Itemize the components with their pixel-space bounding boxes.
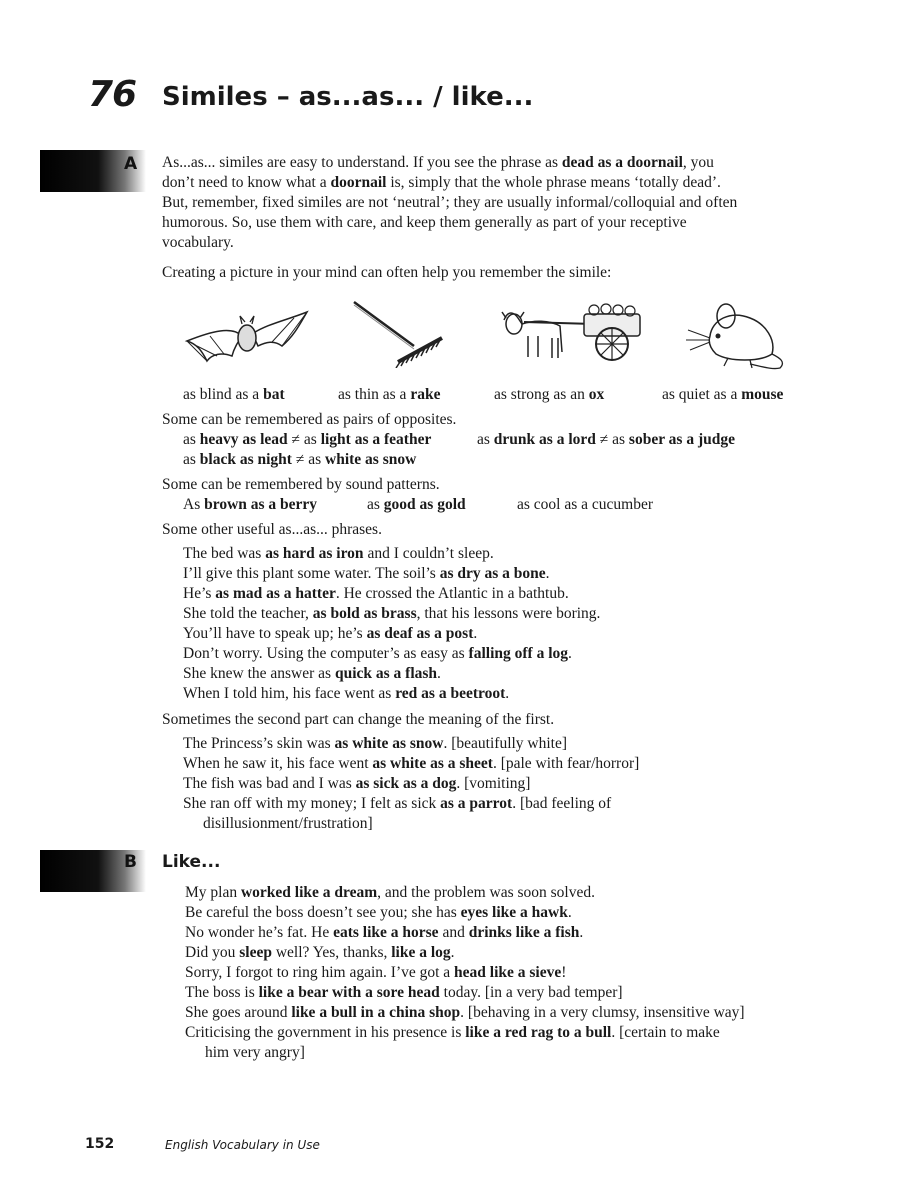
like-example: him very angry] bbox=[205, 1044, 305, 1061]
like-example: Criticising the government in his presence is like a red rag to a bull. [certain to make bbox=[185, 1024, 720, 1041]
intro-line: As...as... similes are easy to understand. If you see the phrase as dead as a doornail, you bbox=[162, 154, 714, 171]
sound-example: as cool as a cucumber bbox=[517, 496, 653, 513]
section-b-letter: B bbox=[124, 852, 137, 872]
caption-ox: as strong as an ox bbox=[494, 386, 605, 403]
sound-example: As brown as a berry bbox=[183, 496, 318, 513]
like-example: She goes around like a bull in a china shop. [behaving in a very clumsy, insensitive way] bbox=[185, 1004, 745, 1021]
meaning-examples bbox=[183, 734, 639, 834]
meaning-example: She ran off with my money; I felt as sick as a parrot. [bad feeling of bbox=[183, 795, 612, 812]
unit-title: Similes – as...as... / like... bbox=[162, 82, 534, 112]
meaning-example: When he saw it, his face went as white as a sheet. [pale with fear/horror] bbox=[183, 755, 640, 772]
meaning-example: The Princess’s skin was as white as snow. [beautifully white] bbox=[183, 735, 568, 752]
sound-example: as good as gold bbox=[367, 496, 466, 513]
ox-cart-icon bbox=[494, 302, 644, 368]
like-example: Be careful the boss doesn’t see you; she has eyes like a hawk. bbox=[185, 904, 572, 921]
caption-rake: as thin as a rake bbox=[338, 386, 441, 403]
other-phrase: He’s as mad as a hatter. He crossed the Atlantic in a bathtub. bbox=[183, 585, 569, 602]
other-phrase: She knew the answer as quick as a flash. bbox=[183, 665, 441, 682]
other-intro: Some other useful as...as... phrases. bbox=[162, 521, 382, 538]
rake-icon bbox=[350, 300, 450, 368]
unit-number: 76 bbox=[88, 74, 137, 115]
caption-bat: as blind as a bat bbox=[183, 386, 285, 403]
intro-line: don’t need to know what a doornail is, simply that the whole phrase means ‘totally dead’. bbox=[162, 174, 721, 191]
like-example: My plan worked like a dream, and the problem was soon solved. bbox=[185, 884, 595, 901]
intro-line: But, remember, fixed similes are not ‘neutral’; they are usually informal/colloquial and often bbox=[162, 194, 738, 211]
page-number: 152 bbox=[85, 1136, 115, 1152]
other-phrase: She told the teacher, as bold as brass, that his lessons were boring. bbox=[183, 605, 601, 622]
other-phrase: You’ll have to speak up; he’s as deaf as a post. bbox=[183, 625, 478, 642]
intro-line: vocabulary. bbox=[162, 234, 234, 251]
other-phrase: Don’t worry. Using the computer’s as easy as falling off a log. bbox=[183, 645, 572, 662]
other-phrase: I’ll give this plant some water. The soil’s as dry as a bone. bbox=[183, 565, 550, 582]
book-title: English Vocabulary in Use bbox=[165, 1138, 320, 1152]
section-a-letter: A bbox=[124, 154, 138, 174]
other-phrase: When I told him, his face went as red as a beetroot. bbox=[183, 685, 510, 702]
opposite-pair: as heavy as lead ≠ as light as a feather bbox=[183, 431, 432, 448]
opposites-intro: Some can be remembered as pairs of opposites. bbox=[162, 411, 457, 428]
other-phrase: The bed was as hard as iron and I couldn’t sleep. bbox=[183, 545, 494, 562]
intro-line: humorous. So, use them with care, and keep them generally as part of your receptive bbox=[162, 214, 687, 231]
section-b-heading: Like... bbox=[162, 852, 221, 872]
like-example: The boss is like a bear with a sore head today. [in a very bad temper] bbox=[185, 984, 623, 1001]
meaning-example: The fish was bad and I was as sick as a dog. [vomiting] bbox=[183, 775, 531, 792]
opposite-pair: as black as night ≠ as white as snow bbox=[183, 451, 417, 468]
like-examples bbox=[185, 883, 745, 1063]
sound-intro: Some can be remembered by sound patterns. bbox=[162, 476, 440, 493]
like-example: No wonder he’s fat. He eats like a horse and drinks like a fish. bbox=[185, 924, 584, 941]
like-example: Did you sleep well? Yes, thanks, like a log. bbox=[185, 944, 455, 961]
other-phrases bbox=[183, 544, 600, 704]
meaning-example: disillusionment/frustration] bbox=[203, 815, 373, 832]
picture-intro: Creating a picture in your mind can often help you remember the simile: bbox=[162, 264, 612, 281]
opposite-pair: as drunk as a lord ≠ as sober as a judge bbox=[477, 431, 735, 448]
caption-mouse: as quiet as a mouse bbox=[662, 386, 784, 403]
like-example: Sorry, I forgot to ring him again. I’ve got a head like a sieve! bbox=[185, 964, 567, 981]
section-a-intro bbox=[162, 153, 737, 253]
meaning-intro: Sometimes the second part can change the meaning of the first. bbox=[162, 711, 555, 728]
bat-icon bbox=[182, 306, 312, 366]
mouse-icon bbox=[680, 296, 790, 370]
